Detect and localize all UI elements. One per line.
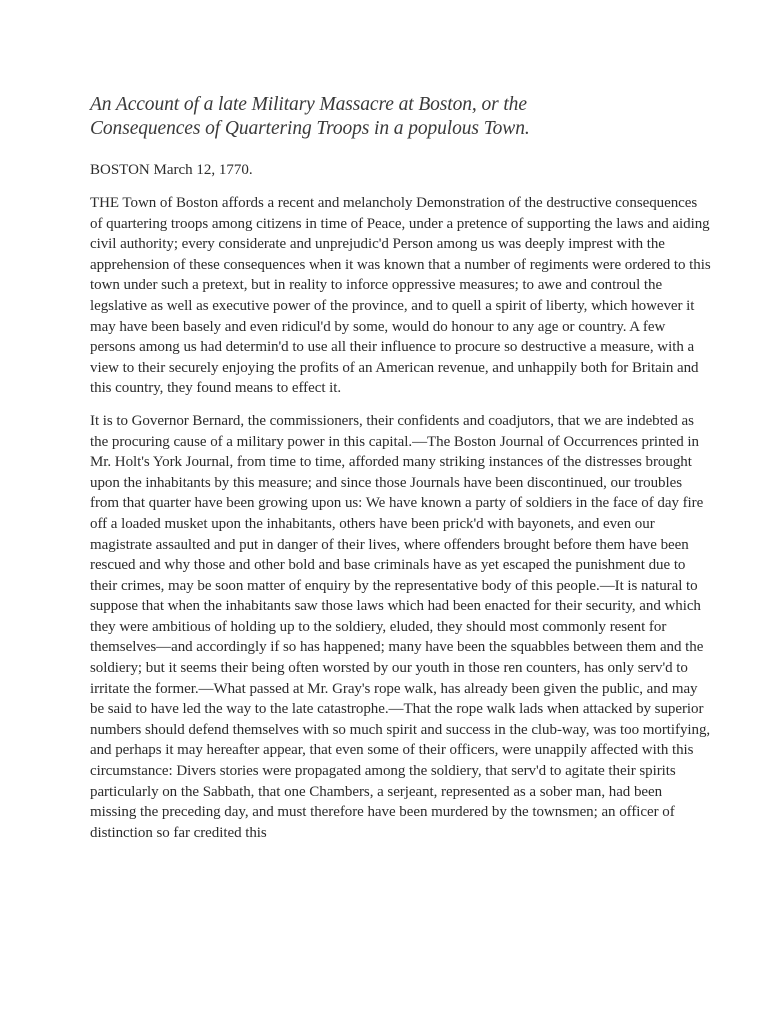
title-line-2: Consequences of Quartering Troops in a populous Town.: [90, 118, 530, 139]
paragraph-1: THE Town of Boston affords a recent and melancholy Demonstration of the destructive consequences of quartering troops among citizens in time of Peace, under a pretence of supporting the laws and aiding civil authority; every considerate and unprejudic'd Person among us was deeply imprest with the apprehension of these consequences when it was known that a number of regiments were ordered to this town under such a pretext, but in reality to inforce oppressive measures; to awe and controul the legslative as well as executive power of the province, and to quell a spirit of liberty, which however it may have been basely and even ridicul'd by some, would do honour to any age or country. A few persons among us had determin'd to use all their influence to procure so destructive a measure, with a view to their securely enjoying the profits of an American revenue, and unhappily both for Britain and this country, they found means to effect it.: [90, 195, 711, 397]
title-line-1: An Account of a late Military Massacre at Boston, or the: [90, 94, 527, 115]
article: [90, 93, 712, 855]
article-title: [90, 93, 712, 141]
dateline: BOSTON March 12, 1770.: [90, 162, 253, 178]
paragraph-2: It is to Governor Bernard, the commissioners, their confidents and coadjutors, that we are indebted as the procuring cause of a military power in this capital.—The Boston Journal of Occurrences printed in Mr. Holt's York Journal, from time to time, afforded many striking instances of the distresses brought upon the inhabitants by this measure; and since those Journals have been discontinued, our troubles from that quarter have been growing upon us: We have known a party of soldiers in the face of day fire off a loaded musket upon the inhabitants, others have been prick'd with bayonets, and even our magistrate assaulted and put in danger of their lives, where offenders brought before them have been rescued and why those and other bold and base criminals have as yet escaped the punishment due to their crimes, may be soon matter of enquiry by the representative body of this people.—It is natural to suppose that when the inhabitants saw those laws which had been enacted for their security, and which they were ambitious of holding up to the soldiery, eluded, they should most commonly resent for themselves—and accordingly if so has happened; many have been the squabbles between them and the soldiery; but it seems their being often worsted by our youth in those ren counters, has only serv'd to irritate the former.—What passed at Mr. Gray's rope walk, has already been given the public, and may be said to have led the way to the late catastrophe.—That the rope walk lads when attacked by superior numbers should defend themselves with so much spirit and success in the club-way, was too mortifying, and perhaps it may hereafter appear, that even some of their officers, were unappily affected with this circumstance: Divers stories were propagated among the soldiery, that serv'd to agitate their spirits particularly on the Sabbath, that one Chambers, a serjeant, represented as a sober man, had been missing the preceding day, and must therefore have been murdered by the townsmen; an officer of distinction so far credited this: [90, 412, 711, 841]
